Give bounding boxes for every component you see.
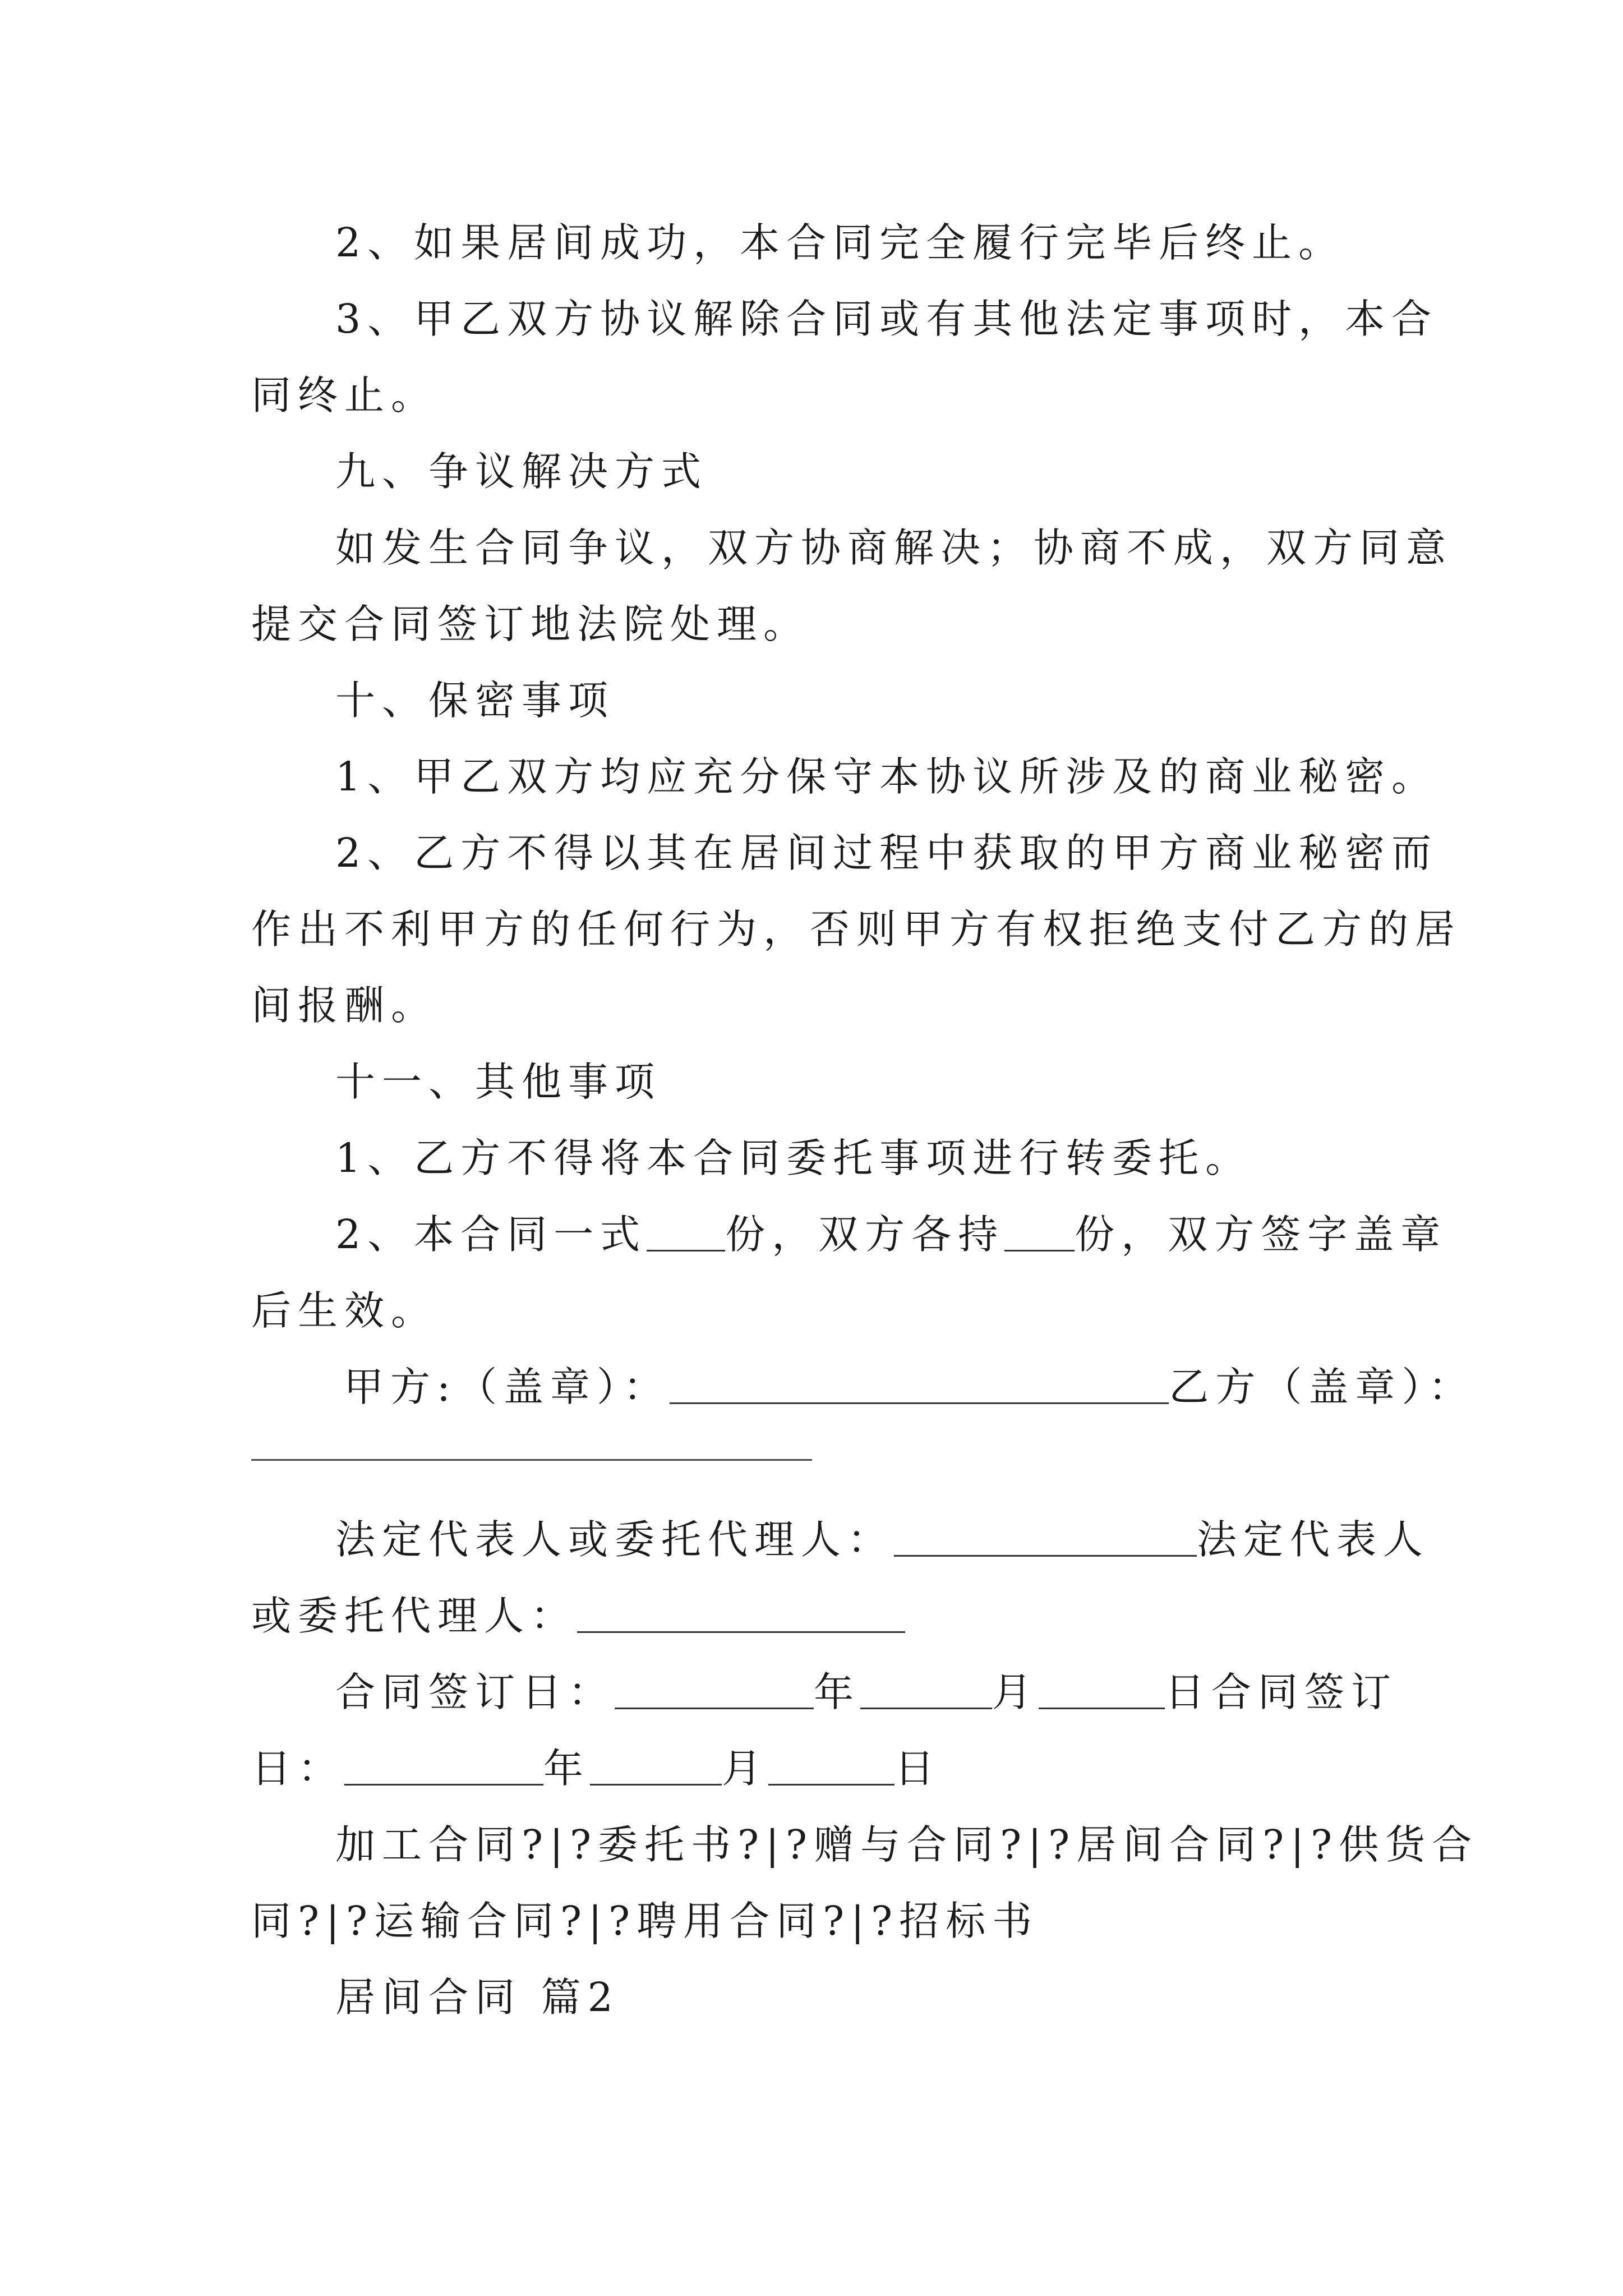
confidentiality-item-2-cont: 作出不利甲方的任何行为，否则甲方有权拒绝支付乙方的居 xyxy=(251,906,1462,953)
day-and-sign-date-b-label: 日合同签订 xyxy=(1165,1669,1398,1715)
other-item-2-cont: 后生效。 xyxy=(251,1287,438,1334)
related-links-cont: 同?|?运输合同?|?聘用合同?|?招标书 xyxy=(251,1898,1039,1944)
document-body xyxy=(251,205,1479,2036)
sign-date-a-label: 合同签订日： xyxy=(335,1669,615,1715)
next-article-title: 居间合同 篇2 xyxy=(335,1974,620,2021)
sign-date-line xyxy=(251,1654,1398,1731)
other-item-2 xyxy=(251,1197,1447,1273)
sign-date-line-cont xyxy=(251,1731,1378,1807)
sign-date-b-label-cont: 日： xyxy=(251,1745,345,1792)
dispute-paragraph: 如发生合同争议，双方协商解决；协商不成，双方同意 xyxy=(335,524,1453,571)
copies-total-blank xyxy=(647,1211,725,1251)
section-heading-dispute: 九、争议解决方式 xyxy=(335,448,708,495)
dispute-paragraph-cont: 提交合同签订地法院处理。 xyxy=(251,601,810,647)
sign-date-a-month-blank xyxy=(860,1668,992,1709)
day-label: 日 xyxy=(895,1745,942,1792)
confidentiality-item-2: 2、乙方不得以其在居间过程中获取的甲方商业秘密而 xyxy=(335,830,1438,876)
rep-b-label: 法定代表人 xyxy=(1197,1516,1430,1563)
rep-b-blank xyxy=(577,1592,905,1633)
rep-a-blank xyxy=(894,1516,1197,1557)
sign-date-b-year-blank xyxy=(344,1745,543,1786)
sign-date-b-day-blank xyxy=(768,1745,895,1786)
confidentiality-item-1: 1、甲乙双方均应充分保守本协议所涉及的商业秘密。 xyxy=(335,753,1438,800)
clause-8-item-2: 2、如果居间成功，本合同完全履行完毕后终止。 xyxy=(335,219,1345,266)
section-heading-confidentiality: 十、保密事项 xyxy=(335,677,615,724)
clause-8-item-3: 3、甲乙双方协议解除合同或有其他法定事项时，本合 xyxy=(335,296,1438,342)
other-item-2-text-b: 份，双方各持 xyxy=(725,1211,1005,1258)
year-label: 年 xyxy=(543,1745,591,1792)
rep-b-label-cont: 或委托代理人： xyxy=(251,1593,578,1639)
party-b-seal-blank-line xyxy=(251,1425,1378,1502)
party-a-seal-blank xyxy=(670,1363,1169,1404)
party-seal-line xyxy=(251,1349,1475,1425)
party-b-seal-label: 乙方（盖章）： xyxy=(1169,1364,1475,1410)
sign-date-b-month-blank xyxy=(590,1745,722,1786)
party-b-seal-blank xyxy=(251,1425,812,1461)
other-item-2-text-c: 份，双方签字盖章 xyxy=(1075,1211,1447,1258)
representative-line xyxy=(251,1502,1430,1578)
other-item-1: 1、乙方不得将本合同委托事项进行转委托。 xyxy=(335,1135,1252,1181)
section-heading-other: 十一、其他事项 xyxy=(335,1059,662,1105)
rep-a-label: 法定代表人或委托代理人： xyxy=(335,1516,895,1563)
year-label: 年 xyxy=(814,1669,861,1715)
sign-date-a-day-blank xyxy=(1039,1668,1165,1709)
clause-8-item-3-cont: 同终止。 xyxy=(251,372,438,418)
confidentiality-item-2-end: 间报酬。 xyxy=(251,982,438,1029)
month-label: 月 xyxy=(722,1745,769,1792)
representative-line-cont xyxy=(251,1578,1378,1654)
copies-each-blank xyxy=(1004,1211,1075,1251)
related-links: 加工合同?|?委托书?|?赠与合同?|?居间合同?|?供货合 xyxy=(335,1821,1479,1868)
month-label: 月 xyxy=(992,1669,1039,1715)
sign-date-a-year-blank xyxy=(615,1668,814,1709)
other-item-2-text-a: 2、本合同一式 xyxy=(335,1211,647,1258)
party-a-seal-label: 甲方:（盖章）： xyxy=(344,1364,670,1410)
